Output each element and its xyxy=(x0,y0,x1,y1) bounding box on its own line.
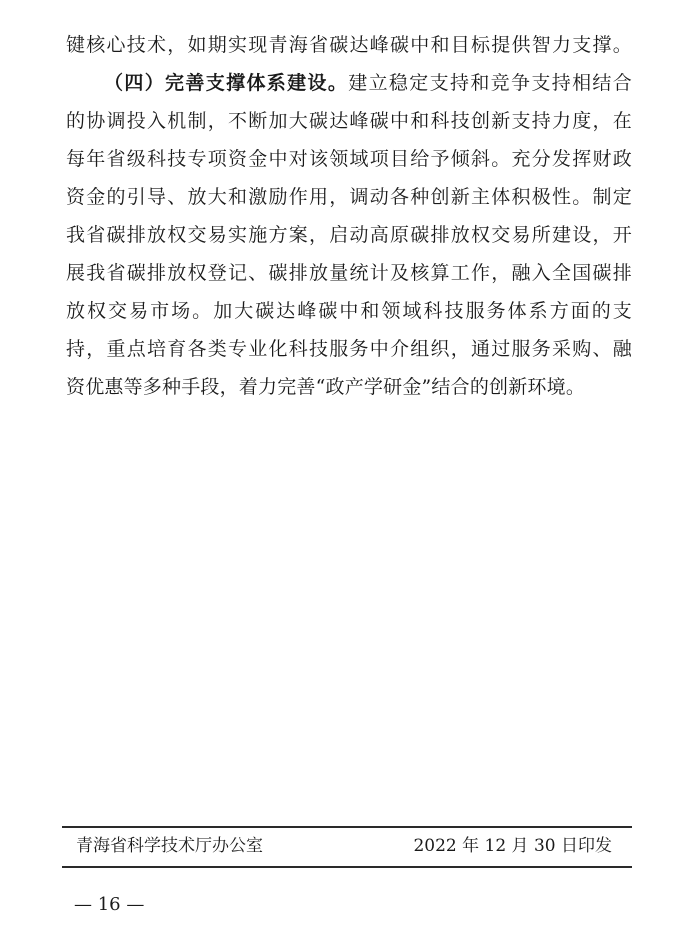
paragraph-line: 展我省碳排放权登记、碳排放量统计及核算工作，融入全国碳排 xyxy=(66,262,632,284)
paragraph-line: 每年省级科技专项资金中对该领域项目给予倾斜。充分发挥财政 xyxy=(66,148,632,170)
footer-rule-bottom xyxy=(62,866,632,868)
paragraph-line: 资优惠等多种手段，着力完善“政产学研金”结合的创新环境。 xyxy=(66,376,586,398)
paragraph-line: 键核心技术，如期实现青海省碳达峰碳中和目标提供智力支撑。 xyxy=(66,34,632,56)
issue-date: 2022 年 12 月 30 日印发 xyxy=(413,836,612,856)
paragraph-line: 的协调投入机制，不断加大碳达峰碳中和科技创新支持力度，在 xyxy=(66,110,632,132)
paragraph-line: 持，重点培育各类专业化科技服务中介组织，通过服务采购、融 xyxy=(66,338,632,360)
section-heading: （四）完善支撑体系建设。 xyxy=(104,72,349,94)
paragraph-line: 放权交易市场。加大碳达峰碳中和领域科技服务体系方面的支 xyxy=(66,300,632,322)
paragraph-line: 我省碳排放权交易实施方案，启动高原碳排放权交易所建设，开 xyxy=(66,224,632,246)
paragraph-line: 资金的引导、放大和激励作用，调动各种创新主体积极性。制定 xyxy=(66,186,632,208)
body-text xyxy=(66,26,632,406)
page-number: — 16 — xyxy=(74,894,145,915)
issuer-name: 青海省科学技术厅办公室 xyxy=(76,836,263,856)
section-heading-line xyxy=(66,64,632,102)
footer-rule-top xyxy=(62,826,632,828)
paragraph-line: 建立稳定支持和竞争支持相结合 xyxy=(348,72,632,94)
